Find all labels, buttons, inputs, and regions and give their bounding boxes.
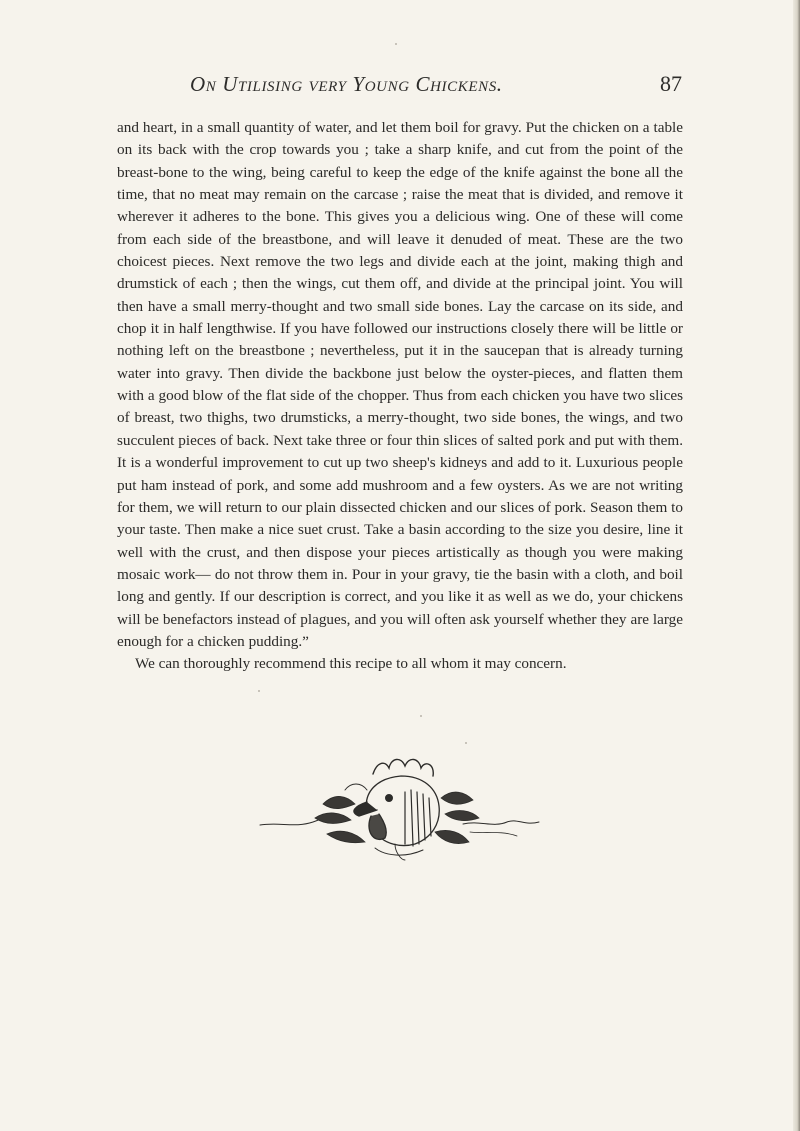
page-header — [190, 72, 690, 104]
page-edge-shadow — [793, 0, 800, 1131]
paper-speck — [420, 715, 422, 717]
paragraph-1: and heart, in a small quantity of water, and let them boil for gravy. Put the chicken on a table on its back with the crop towards you ; take a sharp knife, and cut from the point of the breast-bone to the wing, being careful to keep the edge of the knife against the bone all the time, that no meat may remain on the carcase ; raise the meat that is divided, and remove it wherever it adheres to the bone. This gives you a delicious wing. One of these will come from each side of the breastbone, and will leave it denuded of meat. These are the two choicest pieces. Next remove the two legs and divide each at the joint, making thigh and drumstick of each ; then the wings, cut them off, and divide at the principal joint. You will then have a small merry-thought and two small side bones. Lay the carcase on its side, and chop it in half lengthwise. If you have followed our instructions closely there will be little or nothing left on the breastbone ; nevertheless, put it in the saucepan that is already turning water into gravy. Then divide the backbone just below the oyster-pieces, and flatten them with a good blow of the flat side of the chopper. Thus from each chicken you have two slices of breast, two thighs, two drumsticks, a merry-thought, two side bones, the wings, and two succulent pieces of back. Next take three or four thin slices of salted pork and put with them. It is a wonderful improvement to cut up two sheep's kidneys and add to it. Luxurious people put ham instead of pork, and some add mushroom and a few oysters. As we are not writing for them, we will return to our plain dissected chicken and our slices of pork. Season them to your taste. Then make a nice suet crust. Take a basin according to the size you desire, line it well with the crust, and then dispose your pieces artistically as though you were making mosaic work— do not throw them in. Pour in your gravy, tie the basin with a cloth, and boil long and gently. If our description is correct, and you like it as well as we do, your chickens will be benefactors instead of plagues, and you will often ask yourself whether they are large enough for a chicken pudding.” — [117, 119, 683, 650]
body-text — [117, 117, 683, 676]
paper-speck — [465, 742, 467, 744]
paragraph-2: We can thoroughly recommend this recipe to all whom it may concern. — [135, 655, 567, 673]
paper-speck — [395, 43, 397, 45]
cockerel-head-vignette-icon — [255, 752, 545, 862]
paper-speck — [258, 690, 260, 692]
running-title: On Utilising very Young Chickens. — [190, 72, 503, 96]
page-number: 87 — [660, 71, 682, 96]
